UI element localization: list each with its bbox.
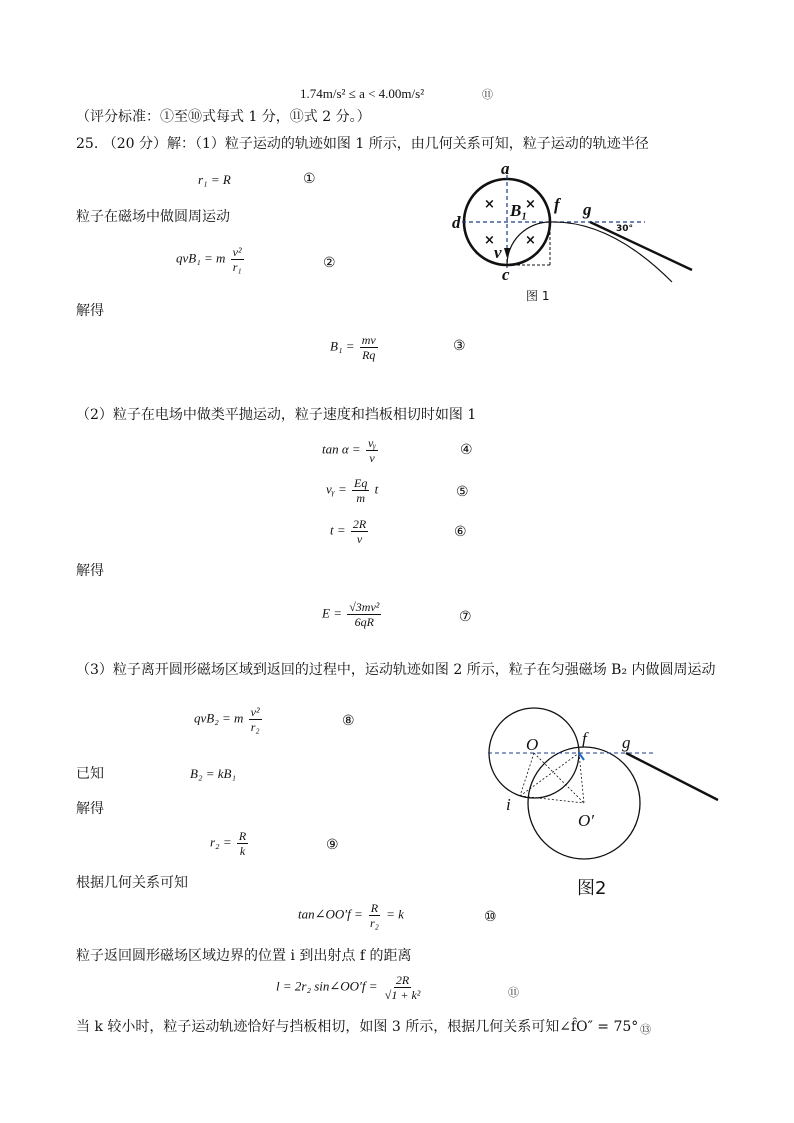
eq-number-5: ⑤ [456,484,469,500]
eq9-num: R [238,829,247,843]
eq2 [176,245,246,274]
cross-mark: × [484,233,495,248]
eq8-lhs: qvB₂ = m [194,710,244,726]
eq2-num: v² [232,245,242,259]
eq11-den: √1 + k² [384,988,421,1002]
jiede-2: 解得 [76,563,104,579]
label-g2: g [622,733,631,752]
eq5-den: m [356,491,366,505]
jiede-3: 解得 [76,801,104,817]
eq-number-7: ⑦ [459,609,472,625]
cross-mark: × [525,233,536,248]
cross-mark: × [525,197,536,212]
eq7-den: 6qR [354,615,374,629]
eq3-den: Rq [362,348,376,362]
dashed-o-oprime [534,753,584,803]
eq10 [298,901,404,930]
eq10-num: R [370,901,379,915]
eq-number-8: ⑧ [342,713,355,729]
part3-text: （3）粒子离开圆形磁场区域到返回的过程中，运动轨迹如图 2 所示，粒子在匀强磁场 B₂ 内做圆周运动 [76,662,716,678]
eq-number-13: ⑬ [640,1023,651,1036]
eq5-tail: t [374,481,379,497]
jiede-1: 解得 [76,303,104,319]
label-g: g [583,200,592,219]
eq8-num: v² [250,705,260,719]
eq-number-11: ⑪ [508,986,519,999]
eq8 [194,705,264,734]
label-i: i [506,795,511,814]
q25-intro: 25. （20 分）解：（1）粒子运动的轨迹如图 1 所示，由几何关系可知，粒子运动的轨迹半径 [76,136,649,152]
eq10-lhs: tan∠OO′f = [298,906,363,922]
eq-number-2: ② [323,255,336,271]
label-v: v [494,243,502,262]
label-c: c [502,265,510,284]
text-circular-motion: 粒子在磁场中做圆周运动 [76,209,230,225]
last-line: 当 k 较小时，粒子运动轨迹恰好与挡板相切，如图 3 所示，根据几何关系可知∠f̂O″ = 75° [76,1019,639,1035]
dashed-i-oprime [520,796,584,803]
eq-number-10: ⑩ [484,909,497,925]
eq11 [276,973,424,1002]
distance-text: 粒子返回圆形磁场区域边界的位置 i 到出射点 f 的距离 [76,948,412,964]
eq8-den: r₂ [250,720,260,734]
eq3-lhs: B₁ = [330,338,355,354]
label-a: a [501,160,510,178]
eq5 [326,476,378,505]
label-Oprime: O′ [578,811,594,830]
eq-number-1: ① [303,171,316,187]
eq6-den: v [356,532,363,546]
figure-1-caption: 图 1 [526,289,550,303]
eq5-lhs: vᵧ = [326,481,347,497]
eq-number-11a: ⑪ [482,88,493,101]
eq6 [330,517,370,546]
label-d: d [452,213,461,232]
eq6-lhs: t = [330,522,346,538]
eq-number-3: ③ [453,338,466,354]
baffle-plate-2 [626,753,718,800]
eq7 [322,600,383,629]
eq4 [322,436,380,465]
eq7-lhs: E = [322,605,342,621]
eq2-lhs: qvB₁ = m [176,250,226,266]
figure-2-caption: 图2 [577,878,607,899]
eq-number-6: ⑥ [454,524,467,540]
eq7-num: √3mv² [349,600,380,614]
eq10-tail: = k [386,906,404,922]
eq4-den: v [369,451,375,465]
eq9 [210,829,250,858]
dashed-o-i [520,753,534,796]
cross-mark: × [484,197,495,212]
scoring-note: （评分标准：①至⑩式每式 1 分，⑪式 2 分。） [76,109,371,125]
figure-1 [440,160,710,285]
eq3-num: mv [361,333,376,347]
eq3 [330,333,380,362]
label-f: f [554,195,560,214]
eq5-num: Eq [354,476,368,490]
eq1: r₁ = R [198,172,231,187]
eq-number-9: ⑨ [326,837,339,853]
eq-number-4: ④ [460,442,473,458]
eq4-num: vᵧ [367,436,377,450]
inequality: 1.74m/s² ≤ a < 4.00m/s² [300,86,425,101]
label-angle: 30° [616,224,634,234]
part2-text: （2）粒子在电场中做类平抛运动，粒子速度和挡板相切时如图 1 [76,407,477,423]
eq4-lhs: tan α = [322,441,361,457]
label-f2: f [582,729,587,748]
label-O: O [526,735,539,754]
known-relation: B₂ = kB₁ [190,766,236,781]
yizhi-text: 已知 [76,766,104,782]
eq6-num: 2R [352,517,367,531]
eq11-num: 2R [395,973,410,987]
eq9-lhs: r₂ = [210,834,232,850]
label-b1: B₁ [510,201,528,220]
eq10-den: r₂ [370,916,379,930]
geom-text: 根据几何关系可知 [76,875,188,891]
eq9-den: k [239,844,246,858]
baffle-plate [590,222,692,270]
eq2-den: r₁ [232,260,242,274]
eq11-lhs: l = 2r₂ sin∠OO′f = [276,978,378,994]
figure-2 [480,700,730,870]
